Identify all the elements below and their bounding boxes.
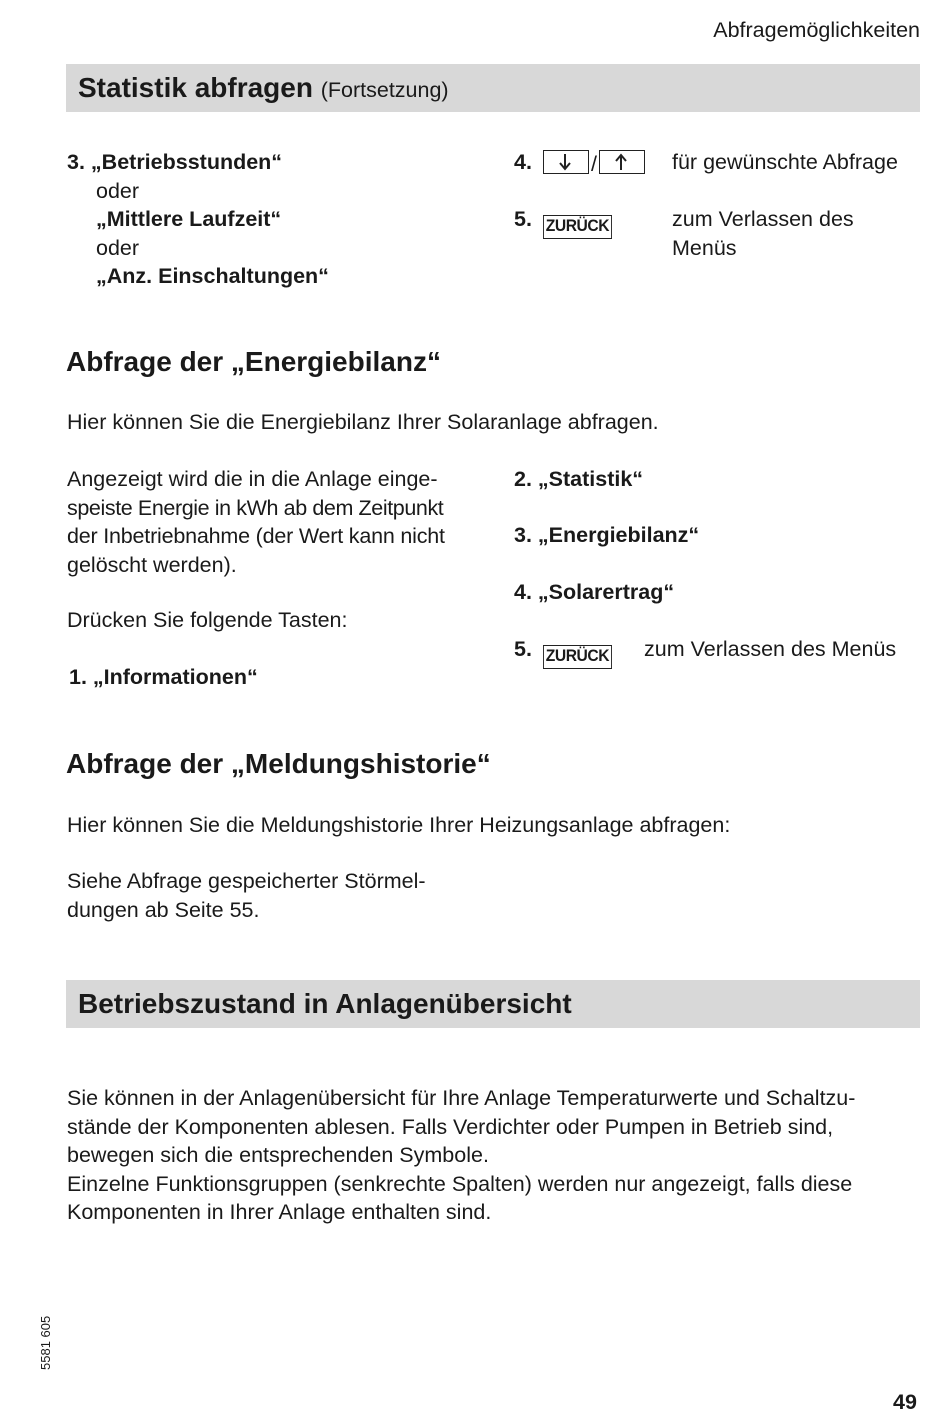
body-line5: Komponenten in Ihrer Anlage enthalten sind. — [67, 1200, 492, 1224]
meldungshistorie-heading: Abfrage der „Meldungshistorie“ — [66, 748, 491, 779]
body-line1: Sie können in der Anlagenübersicht für Ihre Anlage Temperaturwerte und Schaltzu- — [67, 1086, 856, 1110]
statistik-title: Statistik abfragen — [78, 72, 313, 103]
step3-line3: „Mittlere Laufzeit“ — [96, 207, 282, 231]
step5-number: 5. — [514, 207, 532, 231]
energiebilanz-heading: Abfrage der „Energiebilanz“ — [66, 346, 441, 377]
betriebszustand-title: Betriebszustand in Anlagenübersicht — [78, 988, 572, 1019]
section-header: Abfragemöglichkeiten — [713, 18, 920, 42]
para-line3: der Inbetriebnahme (der Wert kann nicht — [67, 524, 445, 548]
statistik-step3 — [67, 148, 487, 291]
zurueck-key-label: ZURÜCK — [543, 645, 612, 669]
statistik-subtitle: (Fortsetzung) — [320, 78, 449, 102]
body-line2: stände der Komponenten ablesen. Falls Verdichter oder Pumpen in Betrieb sind, — [67, 1114, 834, 1139]
energie-step2: 2. „Statistik“ — [514, 467, 644, 491]
section-bar-betriebszustand — [66, 980, 920, 1028]
step4-keys — [543, 150, 645, 179]
step5-text-line1: zum Verlassen des — [672, 207, 854, 231]
page-number: 49 — [893, 1390, 917, 1414]
energiebilanz-description — [67, 465, 497, 579]
energiebilanz-intro: Hier können Sie die Energiebilanz Ihrer Solaranlage abfragen. — [67, 410, 659, 434]
meldungshistorie-intro: Hier können Sie die Meldungshistorie Ihrer Heizungsanlage abfragen: — [67, 813, 731, 837]
section-title — [78, 72, 449, 106]
body-line4: Einzelne Funktionsgruppen (senkrechte Spalten) werden nur angezeigt, falls diese — [67, 1171, 853, 1196]
press-keys-text: Drücken Sie folgende Tasten: — [67, 608, 348, 632]
step5-text — [672, 205, 854, 262]
energie-step4: 4. „Solarertrag“ — [514, 580, 675, 604]
step3-line4: oder — [96, 235, 140, 260]
energie-step5-text: zum Verlassen des Menüs — [644, 637, 897, 661]
energie-step5-number: 5. — [514, 637, 532, 661]
step3-line2: oder — [96, 178, 140, 203]
ref-line1: Siehe Abfrage gespeicherter Störmel- — [67, 869, 426, 893]
energie-step1: 1. „Informationen“ — [69, 665, 258, 689]
arrow-down-key-icon — [543, 150, 589, 174]
step5-text-line2: Menüs — [672, 235, 737, 260]
arrow-up-key-icon — [599, 150, 645, 174]
step4-separator: / — [591, 152, 597, 176]
ref-line2: dungen ab Seite 55. — [67, 897, 260, 922]
meldungshistorie-reference — [67, 867, 426, 924]
section-bar-statistik — [66, 64, 920, 112]
step3-line1: 3. „Betriebsstunden“ — [67, 150, 283, 174]
para-line2: speiste Energie in kWh ab dem Zeitpunkt — [67, 495, 444, 520]
step4-number: 4. — [514, 150, 532, 174]
document-number: 5581 605 — [38, 1315, 53, 1370]
zurueck-key-icon — [543, 637, 618, 669]
betriebszustand-body — [67, 1084, 927, 1227]
step4-text: für gewünschte Abfrage — [672, 150, 898, 174]
para-line4: gelöscht werden). — [67, 552, 237, 577]
zurueck-key-icon — [543, 207, 618, 239]
step3-line5: „Anz. Einschaltungen“ — [96, 264, 329, 288]
para-line1: Angezeigt wird die in die Anlage einge- — [67, 467, 438, 491]
energie-step3: 3. „Energiebilanz“ — [514, 523, 700, 547]
body-line3: bewegen sich die entsprechenden Symbole. — [67, 1143, 489, 1167]
zurueck-key-label: ZURÜCK — [543, 215, 612, 239]
